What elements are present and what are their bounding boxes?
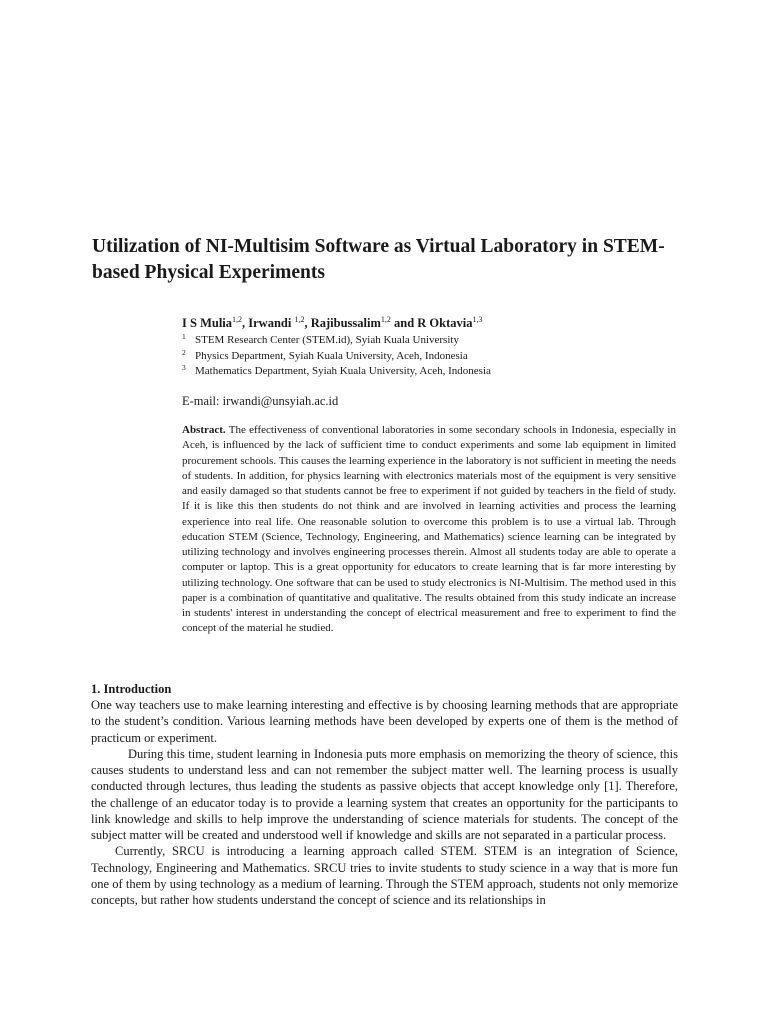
author-name: Irwandi [248, 316, 295, 330]
abstract-label: Abstract. [182, 424, 226, 436]
affiliation-list [182, 333, 682, 380]
author-name: I S Mulia [182, 316, 233, 330]
affiliation-item: $^3$ Mathematics Department, Syiah Kuala University, Aceh, Indonesia [182, 363, 491, 377]
author-affiliation-marker: 1,2 [232, 315, 243, 324]
author-name: Rajibussalim [310, 316, 381, 330]
body-paragraph: One way teachers use to make learning interesting and effective is by choosing learning methods that are appropriate to the student’s condition. Various learning methods have been developed by experts one of them is the method of practicum or experiment. [91, 698, 678, 745]
author-separator: , [242, 316, 249, 330]
author-affiliation-marker: 1,2 [294, 315, 305, 324]
author-separator: and [390, 316, 418, 330]
body-paragraph: During this time, student learning in Indonesia puts more emphasis on memorizing the theory of science, this causes students to understand less and can not remember the subject matter well. The learning process is usually conducted through lectures, thus leading the students as passive objects that accept knowledge only [1]. Therefore, the challenge of an educator today is to provide a learning system that creates an opportunity for the participants to link knowledge and skills to help improve the understanding of science materials for students. The concept of the subject matter will be created and understood well if knowledge and skills are not separated in a particular process. [91, 746, 678, 842]
affiliation-item: $^2$ Physics Department, Syiah Kuala University, Aceh, Indonesia [182, 347, 468, 362]
abstract-text: The effectiveness of conventional laboratories in some secondary schools in Indonesia, especially in Aceh, is influenced by the lack of sufficient time to conduct experiments and some lab equipment in limited procurement schools. This causes the learning experience in the laboratory is not sufficient in meeting the needs of students. In addition, for physics learning with electronics materials most of the equipment is very sensitive and easily damaged so that students cannot be free to experiment if not guided by teachers in the field of study. If it is like this then students do not think and are involved in learning activities and process the learning experience into real life. One reasonable solution to overcome this problem is to use a virtual lab. Through education STEM (Science, Technology, Engineering, and Mathematics) science learning can be integrated by utilizing technology and involves engineering processes therein. Almost all students today are able to operate a computer or laptop. This is a great opportunity for educators to create learning that is far more interesting by utilizing technology. One software that can be used to study electronics is NI-Multisim. The method used in this paper is a combination of quantitative and qualitative. The results obtained from this study indicate an increase in students' interest in understanding the concept of electrical measurement and free to experiment to find the concept of the material he studied. [182, 424, 676, 635]
section-heading-introduction: 1. Introduction [91, 682, 172, 696]
paper-title: Utilization of NI-Multisim Software as Virtual Laboratory in STEM-based Physical Experiments [92, 236, 665, 283]
author-name: R Oktavia [417, 316, 473, 330]
author-affiliation-marker: 1,3 [472, 315, 483, 324]
introduction-body [91, 697, 678, 908]
contact-email: E-mail: irwandi@unsyiah.ac.id [182, 394, 339, 408]
affiliation-text: STEM Research Center (STEM.id), Syiah Kuala University [195, 334, 459, 346]
abstract [182, 423, 676, 637]
author-separator: , [304, 316, 311, 330]
affiliation-text: Mathematics Department, Syiah Kuala University, Aceh, Indonesia [195, 365, 491, 377]
author-affiliation-marker: 1,2 [380, 315, 391, 324]
affiliation-item: $^1$ STEM Research Center (STEM.id), Syiah Kuala University [182, 332, 459, 346]
affiliation-text: Physics Department, Syiah Kuala University, Aceh, Indonesia [195, 349, 468, 362]
author-list [182, 316, 483, 331]
body-paragraph: Currently, SRCU is introducing a learning approach called STEM. STEM is an integration of Science, Technology, Engineering and Mathematics. SRCU tries to invite students to study science in a way that is more fun one of them by using technology as a medium of learning. Through the STEM approach, students not only memorize concepts, but rather how students understand the concept of science and its relationships in [91, 844, 678, 907]
